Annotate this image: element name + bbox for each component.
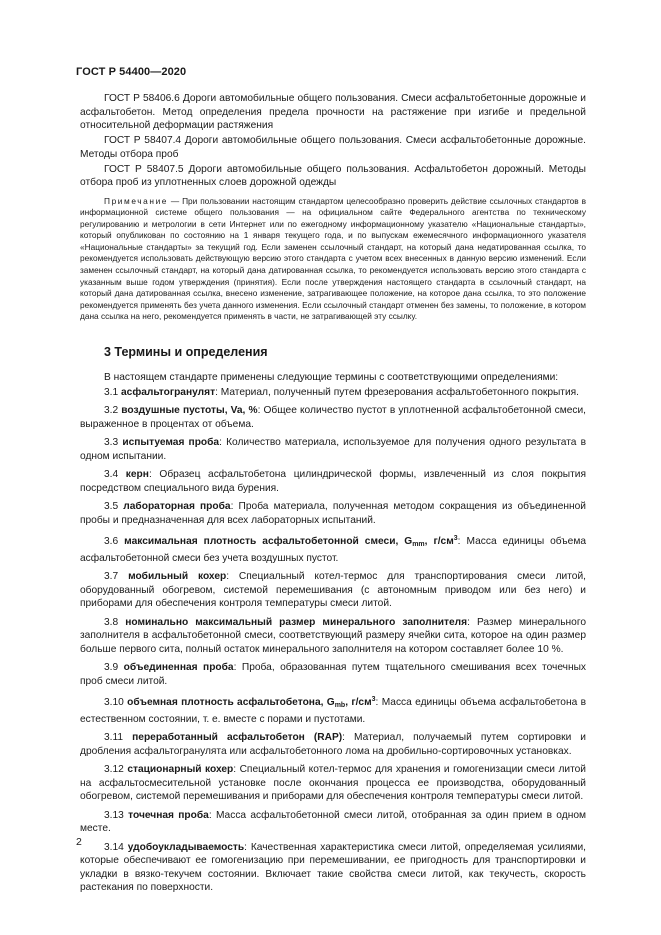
term-subscript: mm (412, 541, 425, 549)
term-definition: : Масса асфальтобетонной смеси литой, отобранная за один прием в одном месте. (80, 809, 586, 835)
note-text: — При пользовании настоящим стандартом целесообразно проверить действие ссылочных стандартов в информационной системе общего пользования — на официальном сайте Федерального агентства по техническому регулированию и метрологии в сети Интернет или по ежегодному информационному указателю «Национальные стандарты», который опубликован по состоянию на 1 января текущего года, и по выпускам ежемесячного информационного указателя «Национальные стандарты» за текущий год. Если заменен ссылочный стандарт, на который дана недатированная ссылка, то рекомендуется использовать действующую версию этого стандарта с учетом всех внесенных в данную версию изменений. Если заменен ссылочный стандарт, на который дана датированная ссылка, то рекомендуется использовать версию этого стандарта с указанным выше годом утверждения (принятия). Если после утверждения настоящего стандарта в ссылочный стандарт, на который дана датированная ссылка, внесено изменение, затрагивающее положение, на которое дана ссылка, то это положение рекомендуется применять без учета данного изменения. Если ссылочный стандарт отменен без замены, то положение, в котором дана ссылка на него, рекомендуется применять в части, не затрагивающей эту ссылку. (80, 195, 586, 322)
term-number: 3.7 (104, 571, 119, 583)
term-entry (80, 532, 586, 565)
term-name: переработанный асфальтобетон (RAP) (132, 732, 343, 744)
term-definition: : Масса единицы объема асфальтобетона в естественном состоянии, т. е. вместе с порами и пустотами. (80, 697, 586, 725)
term-definition: : Специальный котел-термос для хранения и гомогенизации смеси литой на асфальтосмесительной установке после окончания процесса ее производства, оборудованный обогревом, системой перемешивания и приборами для обеспечения контроля температуры смеси литой. (80, 764, 587, 803)
term-name: удобоукладываемость (127, 841, 245, 853)
document-header: ГОСТ Р 54400—2020 (76, 66, 187, 78)
reference-item: ГОСТ Р 58406.6 Дороги автомобильные общего пользования. Смеси асфальтобетонные дорожные и асфальтобетон. Метод определения предела прочности на растяжение при изгибе и предельной относительной деформации растяжения (80, 93, 586, 131)
term-number: 3.14 (104, 841, 124, 853)
term-entry (80, 661, 586, 688)
term-superscript: 3 (453, 535, 458, 543)
term-number: 3.10 (104, 697, 124, 709)
term-name: мобильный кохер (128, 571, 227, 583)
term-definition: : Специальный котел-термос для транспортирования смеси литой, оборудованный обогревом, системой перемешивания (с автономным приводом или без него) и приборами для обеспечения контроля температуры смеси литой. (80, 571, 586, 610)
term-entry (80, 468, 586, 495)
term-definition: : Материал, получаемый путем сортировки и дробления асфальтогранулята или асфальтобетонного лома на дробильно-сортировочных установках. (80, 732, 586, 757)
term-definition: : Количество материала, используемое для получения одного результата в одном испытании. (80, 437, 586, 462)
term-entry (80, 404, 586, 431)
note-block (80, 196, 586, 324)
term-number: 3.9 (104, 662, 119, 674)
reference-item: ГОСТ Р 58407.4 Дороги автомобильные общего пользования. Смеси асфальтобетонные дорожные. Методы отбора проб (80, 135, 586, 160)
term-name (127, 697, 375, 708)
term-unit: , г/см (345, 697, 372, 709)
term-number: 3.3 (104, 437, 119, 449)
term-entry (80, 500, 586, 527)
term-entry (80, 436, 586, 463)
page-number: 2 (76, 836, 82, 848)
term-number: 3.8 (104, 616, 119, 628)
term-name: номинально максимальный размер минерального заполнителя (125, 616, 468, 628)
reference-item: ГОСТ Р 58407.5 Дороги автомобильные общего пользования. Асфальтобетон дорожный. Методы отбора проб из уплотненных слоев дорожной одежды (80, 163, 586, 188)
term-name: лабораторная проба (123, 501, 231, 513)
normative-references (80, 92, 586, 190)
term-number: 3.5 (104, 501, 119, 513)
term-definition: : Качественная характеристика смеси литой, определяемая усилиями, которые обеспечивают ее гомогенизацию при перемешивании, ее пригодность для транспортировки и укладки в вязко-текучем состоянии. Включает такие свойства смеси литой, как текучесть, скорость растекания по поверхности. (80, 841, 586, 894)
terms-list (80, 371, 586, 895)
term-entry (80, 386, 586, 400)
term-name-text: максимальная плотность асфальтобетонной смеси, G (124, 536, 413, 548)
term-name: воздушные пустоты, Va, % (121, 405, 258, 417)
term-name: керн (125, 469, 149, 481)
page-content (80, 92, 586, 900)
term-definition: : Образец асфальтобетона цилиндрической формы, извлеченный из слоя покрытия посредством специального вида бурения. (80, 469, 586, 494)
section-title: 3 Термины и определения (104, 345, 268, 360)
term-number: 3.1 (104, 386, 119, 398)
term-entry (80, 693, 586, 726)
term-definition: : Масса единицы объема асфальтобетонной смеси без учета воздушных пустот. (80, 536, 587, 564)
term-number: 3.11 (104, 732, 124, 744)
term-definition: : Проба материала, полученная методом сокращения из объединенной пробы и предназначенная для всех лабораторных испытаний. (80, 501, 586, 526)
term-definition: : Общее количество пустот в уплотненной асфальтобетонной смеси, выраженное в процентах от объема. (80, 405, 586, 430)
term-unit: , г/см (424, 536, 454, 548)
term-entry (80, 570, 586, 611)
term-entry (80, 763, 586, 804)
term-entry (80, 841, 586, 895)
term-name: стационарный кохер (127, 764, 234, 776)
term-definition: : Проба, образованная путем тщательного смешивания всех точечных проб смеси литой. (80, 662, 586, 687)
term-number: 3.6 (104, 536, 119, 548)
term-name-text: объемная плотность асфальтобетона, G (127, 697, 335, 709)
term-number: 3.12 (104, 764, 124, 776)
term-entry (80, 809, 586, 836)
term-name: точечная проба (128, 809, 209, 821)
term-name: объединенная проба (123, 662, 234, 674)
term-superscript: 3 (371, 696, 376, 704)
term-entry (80, 731, 586, 758)
term-entry (80, 616, 586, 657)
note-label: Примечание (104, 195, 169, 206)
term-definition: : Материал, полученный путем фрезерования асфальтобетонного покрытия. (215, 386, 580, 398)
term-definition: : Размер минерального заполнителя в асфальтобетонной смеси, соответствующий размеру ячейки сита, которое на один размер больше первого сита, полный остаток минерального заполнителя на котором составляет более 10 %. (80, 616, 587, 655)
term-name: испытуемая проба (122, 437, 220, 449)
term-number: 3.2 (104, 405, 119, 417)
term-number: 3.4 (104, 469, 119, 481)
terms-intro: В настоящем стандарте применены следующие термины с соответствующими определениями: (104, 372, 559, 384)
term-number: 3.13 (104, 809, 124, 821)
term-name (124, 536, 458, 547)
note-paragraph (80, 196, 586, 324)
term-subscript: mb (334, 702, 346, 710)
term-name: асфальтогранулят (121, 386, 216, 398)
